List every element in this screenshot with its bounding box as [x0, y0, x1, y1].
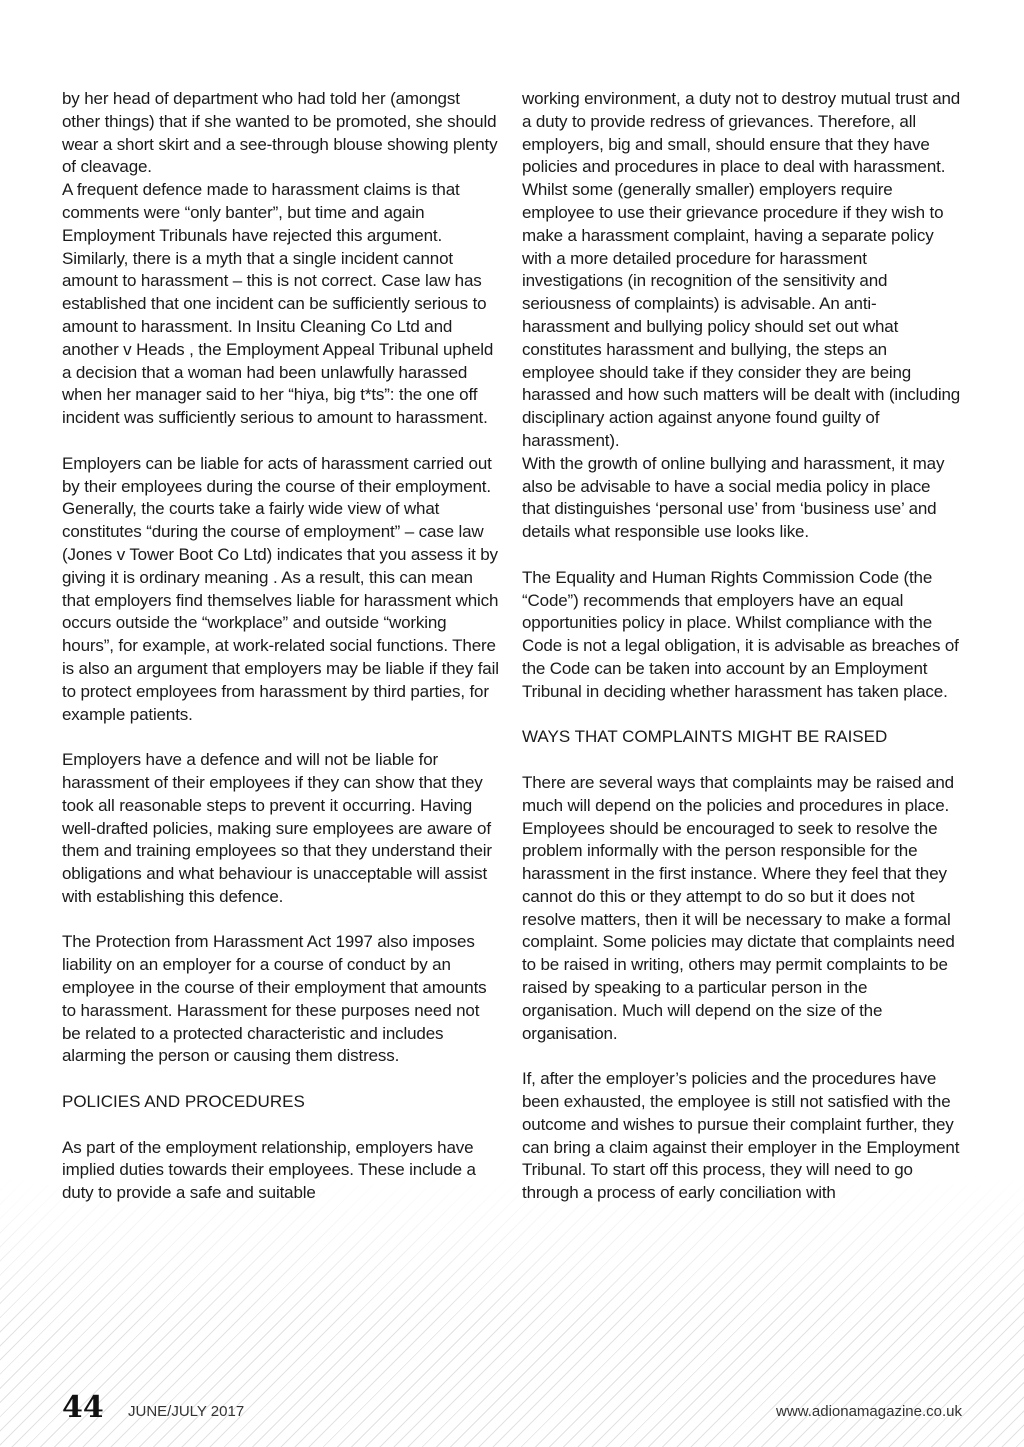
issue-date: JUNE/JULY 2017 [128, 1403, 245, 1420]
page-footer [62, 1388, 962, 1432]
paragraph: As part of the employment relationship, employers have implied duties towards their employees. These include a duty to provide a safe and suitable [62, 1137, 476, 1203]
section-heading-complaints: WAYS THAT COMPLAINTS MIGHT BE RAISED [522, 727, 888, 747]
paragraph: working environment, a duty not to destroy mutual trust and a duty to provide redress of grievances. Therefore, all employers, big and small, should ensure that they have policies and procedures in place to deal with harassment. [522, 89, 961, 177]
website-url: www.adionamagazine.co.uk [776, 1403, 962, 1420]
article-body [62, 88, 962, 1350]
section-heading-policies: POLICIES AND PROCEDURES [62, 1092, 305, 1112]
paragraph: Employers have a defence and will not be liable for harassment of their employees if they can show that they took all reasonable steps to prevent it occurring. Having well-drafted policies, making sure employees are aware of them and training employees so that they understand their obligations and what behaviour is unacceptable will assist with establishing this defence. [62, 750, 492, 906]
paragraph: If, after the employer’s policies and the procedures have been exhausted, the employee is still not satisfied with the outcome and wishes to pursue their complaint further, they can bring a claim against their employer in the Employment Tribunal. To start off this process, they will need to go through a process of early conciliation with [522, 1069, 960, 1203]
left-column [62, 88, 502, 1350]
right-column [522, 88, 962, 1350]
paragraph: The Protection from Harassment Act 1997 also imposes liability on an employer for a course of conduct by an employee in the course of their employment that amounts to harassment. Harassment for these purposes need not be related to a protected characteristic and includes alarming the person or causing them distress. [62, 932, 487, 1066]
paragraph: Employers can be liable for acts of harassment carried out by their employees during the course of their employment. Generally, the courts take a fairly wide view of what constitutes “during the course of employment” – case law (Jones v Tower Boot Co Ltd) indicates that you assess it by giving it is ordinary meaning . As a result, this can mean that employers find themselves liable for harassment which occurs outside the “workplace” and outside “working hours”, for example, at work-related social functions. There is also an argument that employers may be liable if they fail to protect employees from harassment by third parties, for example patients. [62, 453, 499, 724]
paragraph: The Equality and Human Rights Commission Code (the “Code”) recommends that employers have an equal opportunities policy in place. Whilst compliance with the Code is not a legal obligation, it is advisable as breaches of the Code can be taken into account by an Employment Tribunal in deciding whether harassment has taken place. [522, 567, 959, 701]
paragraph: There are several ways that complaints may be raised and much will depend on the policies and procedures in place. Employees should be encouraged to seek to resolve the problem informally with the person responsible for the harassment in the first instance. Where they feel that they cannot do this or they attempt to do so but it does not resolve matters, then it will be necessary to make a formal complaint. Some policies may dictate that complaints need to be raised in writing, others may permit complaints to be raised by speaking to a particular person in the organisation. Much will depend on the size of the organisation. [522, 772, 955, 1043]
page-number: 44 [62, 1390, 104, 1425]
paragraph: With the growth of online bullying and harassment, it may also be advisable to have a social media policy in place that distinguishes ‘personal use’ from ‘business use’ and details what responsible use looks like. [522, 453, 945, 542]
paragraph: A frequent defence made to harassment claims is that comments were “only banter”, but time and again Employment Tribunals have rejected this argument. Similarly, there is a myth that a single incident cannot amount to harassment – this is not correct. Case law has established that one incident can be sufficiently serious to amount to harassment. In Insitu Cleaning Co Ltd and another v Heads , the Employment Appeal Tribunal upheld a decision that a woman had been unlawfully harassed when her manager said to her “hiya, big t*ts”: the one off incident was sufficiently serious to amount to harassment. [62, 180, 494, 428]
paragraph: by her head of department who had told her (amongst other things) that if she wanted to be promoted, she should wear a short skirt and a see-through blouse showing plenty of cleavage. [62, 89, 498, 177]
paragraph: Whilst some (generally smaller) employers require employee to use their grievance procedure if they wish to make a harassment complaint, having a separate policy with a more detailed procedure for harassment investigations (in recognition of the sensitivity and seriousness of complaints) is advisable. An anti-harassment and bullying policy should set out what constitutes harassment and bullying, the steps an employee should take if they consider they are being harassed and how such matters will be dealt with (including disciplinary action against anyone found guilty of harassment). [522, 180, 961, 450]
